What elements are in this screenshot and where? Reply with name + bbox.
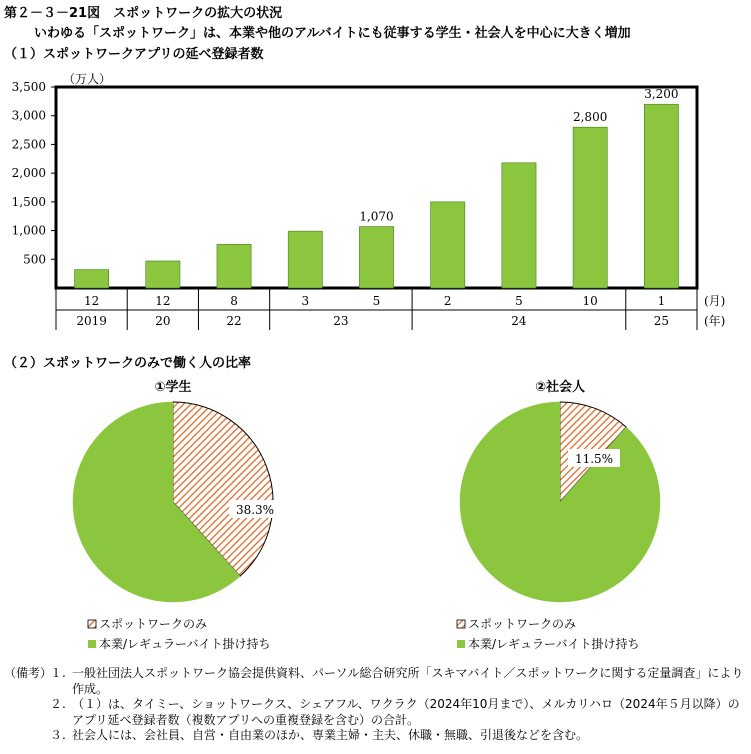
month-label: 10 xyxy=(582,294,598,308)
notes-heading: （備考） xyxy=(4,666,53,680)
year-label: 25 xyxy=(653,314,670,328)
data-label: 3,200 xyxy=(644,87,679,102)
legend-swatch-multi-job xyxy=(88,640,96,648)
bar xyxy=(431,202,465,288)
y-tick-label: 3,500 xyxy=(11,80,46,94)
bar xyxy=(502,163,536,288)
legend-label: 本業/レギュラーバイト掛け持ち xyxy=(99,637,271,651)
year-label: 2019 xyxy=(76,314,107,328)
slice-label: 11.5% xyxy=(574,452,614,466)
figure-subtitle: いわゆる「スポットワーク」は、本業や他のアルバイトにも従事する学生・社会人を中心に大きく増加 xyxy=(34,26,631,41)
note-text: （１）は、タイミー、ショットワークス、シェアフル、ワクラク（2024年10月まで）、メルカリハロ（2024年５月以降）のアプリ延べ登録者数（複数アプリへの重複登録を含む）の合計。 xyxy=(72,697,740,727)
figure-title: 第２－３－21図 スポットワークの拡大の状況 xyxy=(4,6,283,21)
year-label: 23 xyxy=(333,314,349,328)
bar xyxy=(359,227,393,288)
y-tick-label: 2,000 xyxy=(11,166,46,181)
y-tick-label: 1,000 xyxy=(11,223,46,238)
slice-label: 38.3% xyxy=(235,503,275,517)
bar-chart xyxy=(12,72,726,330)
month-label: 3 xyxy=(301,294,310,308)
bar xyxy=(146,261,180,288)
data-label: 1,070 xyxy=(359,209,394,224)
bar xyxy=(573,127,607,288)
note-text: 社会人には、会社員、自営・自由業のほか、専業主婦・主夫、休職・無職、引退後などを含む。 xyxy=(72,728,589,742)
month-label: 8 xyxy=(230,294,238,308)
month-label: 2 xyxy=(443,294,452,308)
year-label: 22 xyxy=(226,314,242,328)
bar-chart-title: （１）スポットワークアプリの延べ登録者数 xyxy=(4,47,264,62)
y-tick-label: 500 xyxy=(23,252,46,267)
bar xyxy=(75,270,109,288)
y-tick-label: 1,500 xyxy=(11,194,46,209)
legend-swatch-spot-only xyxy=(88,620,96,628)
notes xyxy=(4,666,747,744)
year-label: 24 xyxy=(511,314,527,328)
note-number: ２. xyxy=(50,697,66,711)
legend-swatch-multi-job xyxy=(457,640,465,648)
month-unit: (月) xyxy=(704,294,726,308)
note-number: １. xyxy=(50,666,66,680)
pie-title: ①学生 xyxy=(154,380,192,395)
month-label: 5 xyxy=(515,294,523,308)
legend-label: 本業/レギュラーバイト掛け持ち xyxy=(468,637,640,651)
legend-label: スポットワークのみ xyxy=(99,617,208,631)
legend-label: スポットワークのみ xyxy=(468,617,577,631)
pie-slice-multi-job xyxy=(460,402,660,602)
note-text: 一般社団法人スポットワーク協会提供資料、パーソル総合研究所「スキマバイト／スポットワークに関する定量調査」により作成。 xyxy=(72,666,744,696)
data-label: 2,800 xyxy=(572,110,608,125)
year-label: 20 xyxy=(155,314,171,328)
bar xyxy=(644,104,678,288)
month-label: 12 xyxy=(155,294,171,308)
year-unit: (年) xyxy=(704,314,726,328)
month-label: 12 xyxy=(83,294,100,308)
y-tick-label: 2,500 xyxy=(11,137,46,152)
month-label: 1 xyxy=(657,294,666,308)
y-tick-label: 3,000 xyxy=(11,108,46,123)
bar xyxy=(217,244,251,288)
y-axis-unit: （万人） xyxy=(63,72,112,86)
note-number: ３. xyxy=(50,728,66,742)
legend-swatch-spot-only xyxy=(457,620,465,628)
pie-title: ②社会人 xyxy=(534,380,586,395)
month-label: 5 xyxy=(372,294,381,308)
pie-section-title: （２）スポットワークのみで働く人の比率 xyxy=(4,356,252,371)
bar xyxy=(288,231,322,288)
pie-charts xyxy=(73,379,660,651)
